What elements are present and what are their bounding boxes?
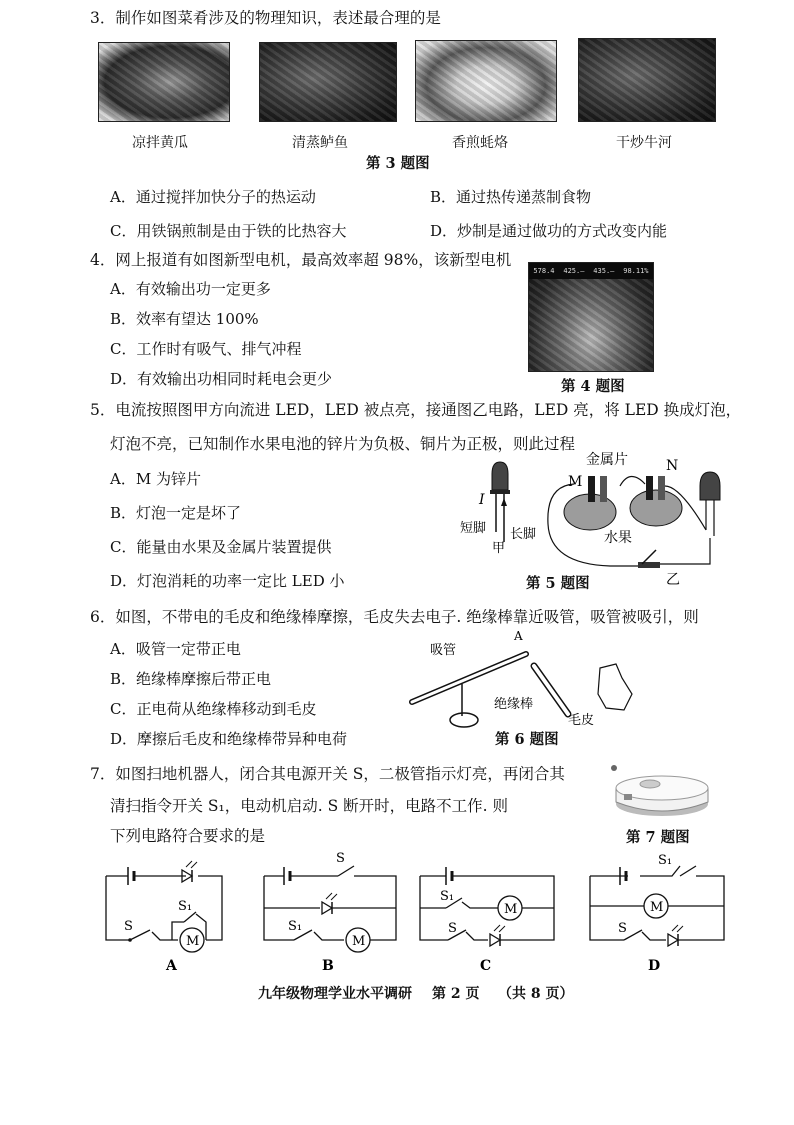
q5-option-d[interactable]: D．灯泡消耗的功率一定比 LED 小 [110,572,345,590]
switch-yi [638,562,660,568]
switch-label-a-s: S [124,919,133,934]
q5-figure [460,446,730,596]
q3-option-b[interactable]: B．通过热传递蒸制食物 [430,188,592,206]
dish-label-3: 香煎蚝烙 [452,135,508,151]
switch-label-c-s1: S₁ [440,889,455,904]
label-fur: 毛皮 [568,713,595,728]
circuit-b[interactable] [264,851,396,974]
circuit-label-b: B [322,958,334,974]
motor-readout-1: 578.4 [533,267,555,275]
motor-readout-3: 435.— [593,267,615,275]
motor-label-b: M [352,934,366,949]
fur [598,664,632,710]
metal-plate-n [658,476,665,500]
circuit-c[interactable] [420,867,554,974]
circuit-label-c: C [480,958,492,974]
label-long-leg: 长脚 [510,527,537,542]
switch-label-c-s: S [448,921,457,936]
motor-readout-bar [529,263,653,279]
q6-figure [400,628,650,738]
dish-label-2: 清蒸鲈鱼 [292,135,348,151]
q7-stem-line2: 清扫指令开关 S₁，电动机启动. S 断开时，电路不工作. 则 [110,797,509,815]
q7-circuits [100,850,740,980]
q3-figure-caption: 第 3 题图 [366,155,430,172]
switch-label-d-s1: S₁ [658,853,673,868]
q6-option-b[interactable]: B．绝缘棒摩擦后带正电 [110,670,272,688]
stand-base [450,713,478,727]
q7-stem-line1: 7．如图扫地机器人，闭合其电源开关 S，二极管指示灯亮，再闭合其 [90,765,565,783]
q5-stem-line2: 灯泡不亮，已知制作水果电池的锌片为负极、铜片为正极，则此过程 [110,435,576,453]
switch-label-a-s1: S₁ [178,899,193,914]
label-straw: 吸管 [430,643,457,658]
q6-option-a[interactable]: A．吸管一定带正电 [110,640,241,658]
motor-readout-4: 98.11% [623,267,649,275]
motor-label-c: M [504,902,518,917]
label-yi: 乙 [666,572,680,588]
q5-figure-caption: 第 5 题图 [526,575,590,592]
robot-vacuum-photo [604,760,714,820]
q6-figure-caption: 第 6 题图 [495,731,559,748]
footer-total: （共 8 页） [498,986,574,1002]
footer-title: 九年级物理学业水平调研 [258,986,412,1002]
dish-label-1: 凉拌黄瓜 [132,135,188,151]
label-jia: 甲 [492,541,506,556]
q4-figure-caption: 第 4 题图 [561,378,625,395]
q5-option-c[interactable]: C．能量由水果及金属片装置提供 [110,538,332,556]
q4-option-b[interactable]: B．效率有望达 100% [110,310,259,328]
photo-steamed-fish [259,42,397,122]
dish-label-4: 干炒牛河 [616,135,672,151]
circuit-label-a: A [166,958,177,974]
label-short-leg: 短脚 [460,521,487,536]
metal-plate-2 [600,476,607,502]
label-rod: 绝缘棒 [494,697,534,712]
metal-plate-3 [646,476,653,500]
q3-option-c[interactable]: C．用铁锅煎制是由于铁的比热容大 [110,222,347,240]
circuit-label-d: D [648,958,661,974]
circuit-d[interactable] [590,853,724,974]
switch-label-d-s: S [618,921,627,936]
q4-option-c[interactable]: C．工作时有吸气、排气冲程 [110,340,302,358]
footer-page: 第 2 页 [432,986,480,1002]
q5-option-a[interactable]: A．M 为锌片 [110,470,201,488]
q3-option-a[interactable]: A．通过搅拌加快分子的热运动 [110,188,316,206]
q6-option-c[interactable]: C．正电荷从绝缘棒移动到毛皮 [110,700,317,718]
motor-label-a: M [186,934,200,949]
q7-stem-line3: 下列电路符合要求的是 [110,827,266,845]
q3-option-d[interactable]: D．炒制是通过做功的方式改变内能 [430,222,668,240]
q7-figure-caption: 第 7 题图 [626,829,690,846]
photo-new-motor [528,262,654,372]
motor-readout-2: 425.— [563,267,585,275]
photo-cold-cucumber [98,42,230,122]
led-jia [490,462,510,542]
q4-option-a[interactable]: A．有效输出功一定更多 [110,280,271,298]
switch-label-b-s1: S₁ [288,919,303,934]
switch-label-b-s: S [336,851,345,866]
q3-stem: 3．制作如图菜肴涉及的物理知识，表述最合理的是 [90,9,441,27]
photo-beef-noodles [578,38,716,122]
q6-option-d[interactable]: D．摩擦后毛皮和绝缘棒带异种电荷 [110,730,348,748]
q5-stem-line1: 5．电流按照图甲方向流进 LED，LED 被点亮，接通图乙电路，LED 亮，将 LED 换成灯泡， [90,401,742,419]
circuit-a[interactable] [106,861,222,974]
label-fruit: 水果 [604,530,632,546]
q4-stem: 4．网上报道有如图新型电机，最高效率超 98%，该新型电机 [90,251,512,269]
photo-oyster-omelette [415,40,557,122]
label-current-i: I [479,492,485,508]
q5-option-b[interactable]: B．灯泡一定是坏了 [110,504,242,522]
fruit-right [630,490,682,526]
label-a: A [514,629,523,643]
label-n: N [666,458,679,474]
label-metal: 金属片 [586,452,628,468]
motor-label-d: M [650,900,664,915]
q4-option-d[interactable]: D．有效输出功相同时耗电会更少 [110,370,333,388]
label-m: M [568,474,583,490]
q6-stem: 6．如图，不带电的毛皮和绝缘棒摩擦，毛皮失去电子. 绝缘棒靠近吸管，吸管被吸引，则 [90,608,699,626]
metal-plate-m [588,476,595,502]
